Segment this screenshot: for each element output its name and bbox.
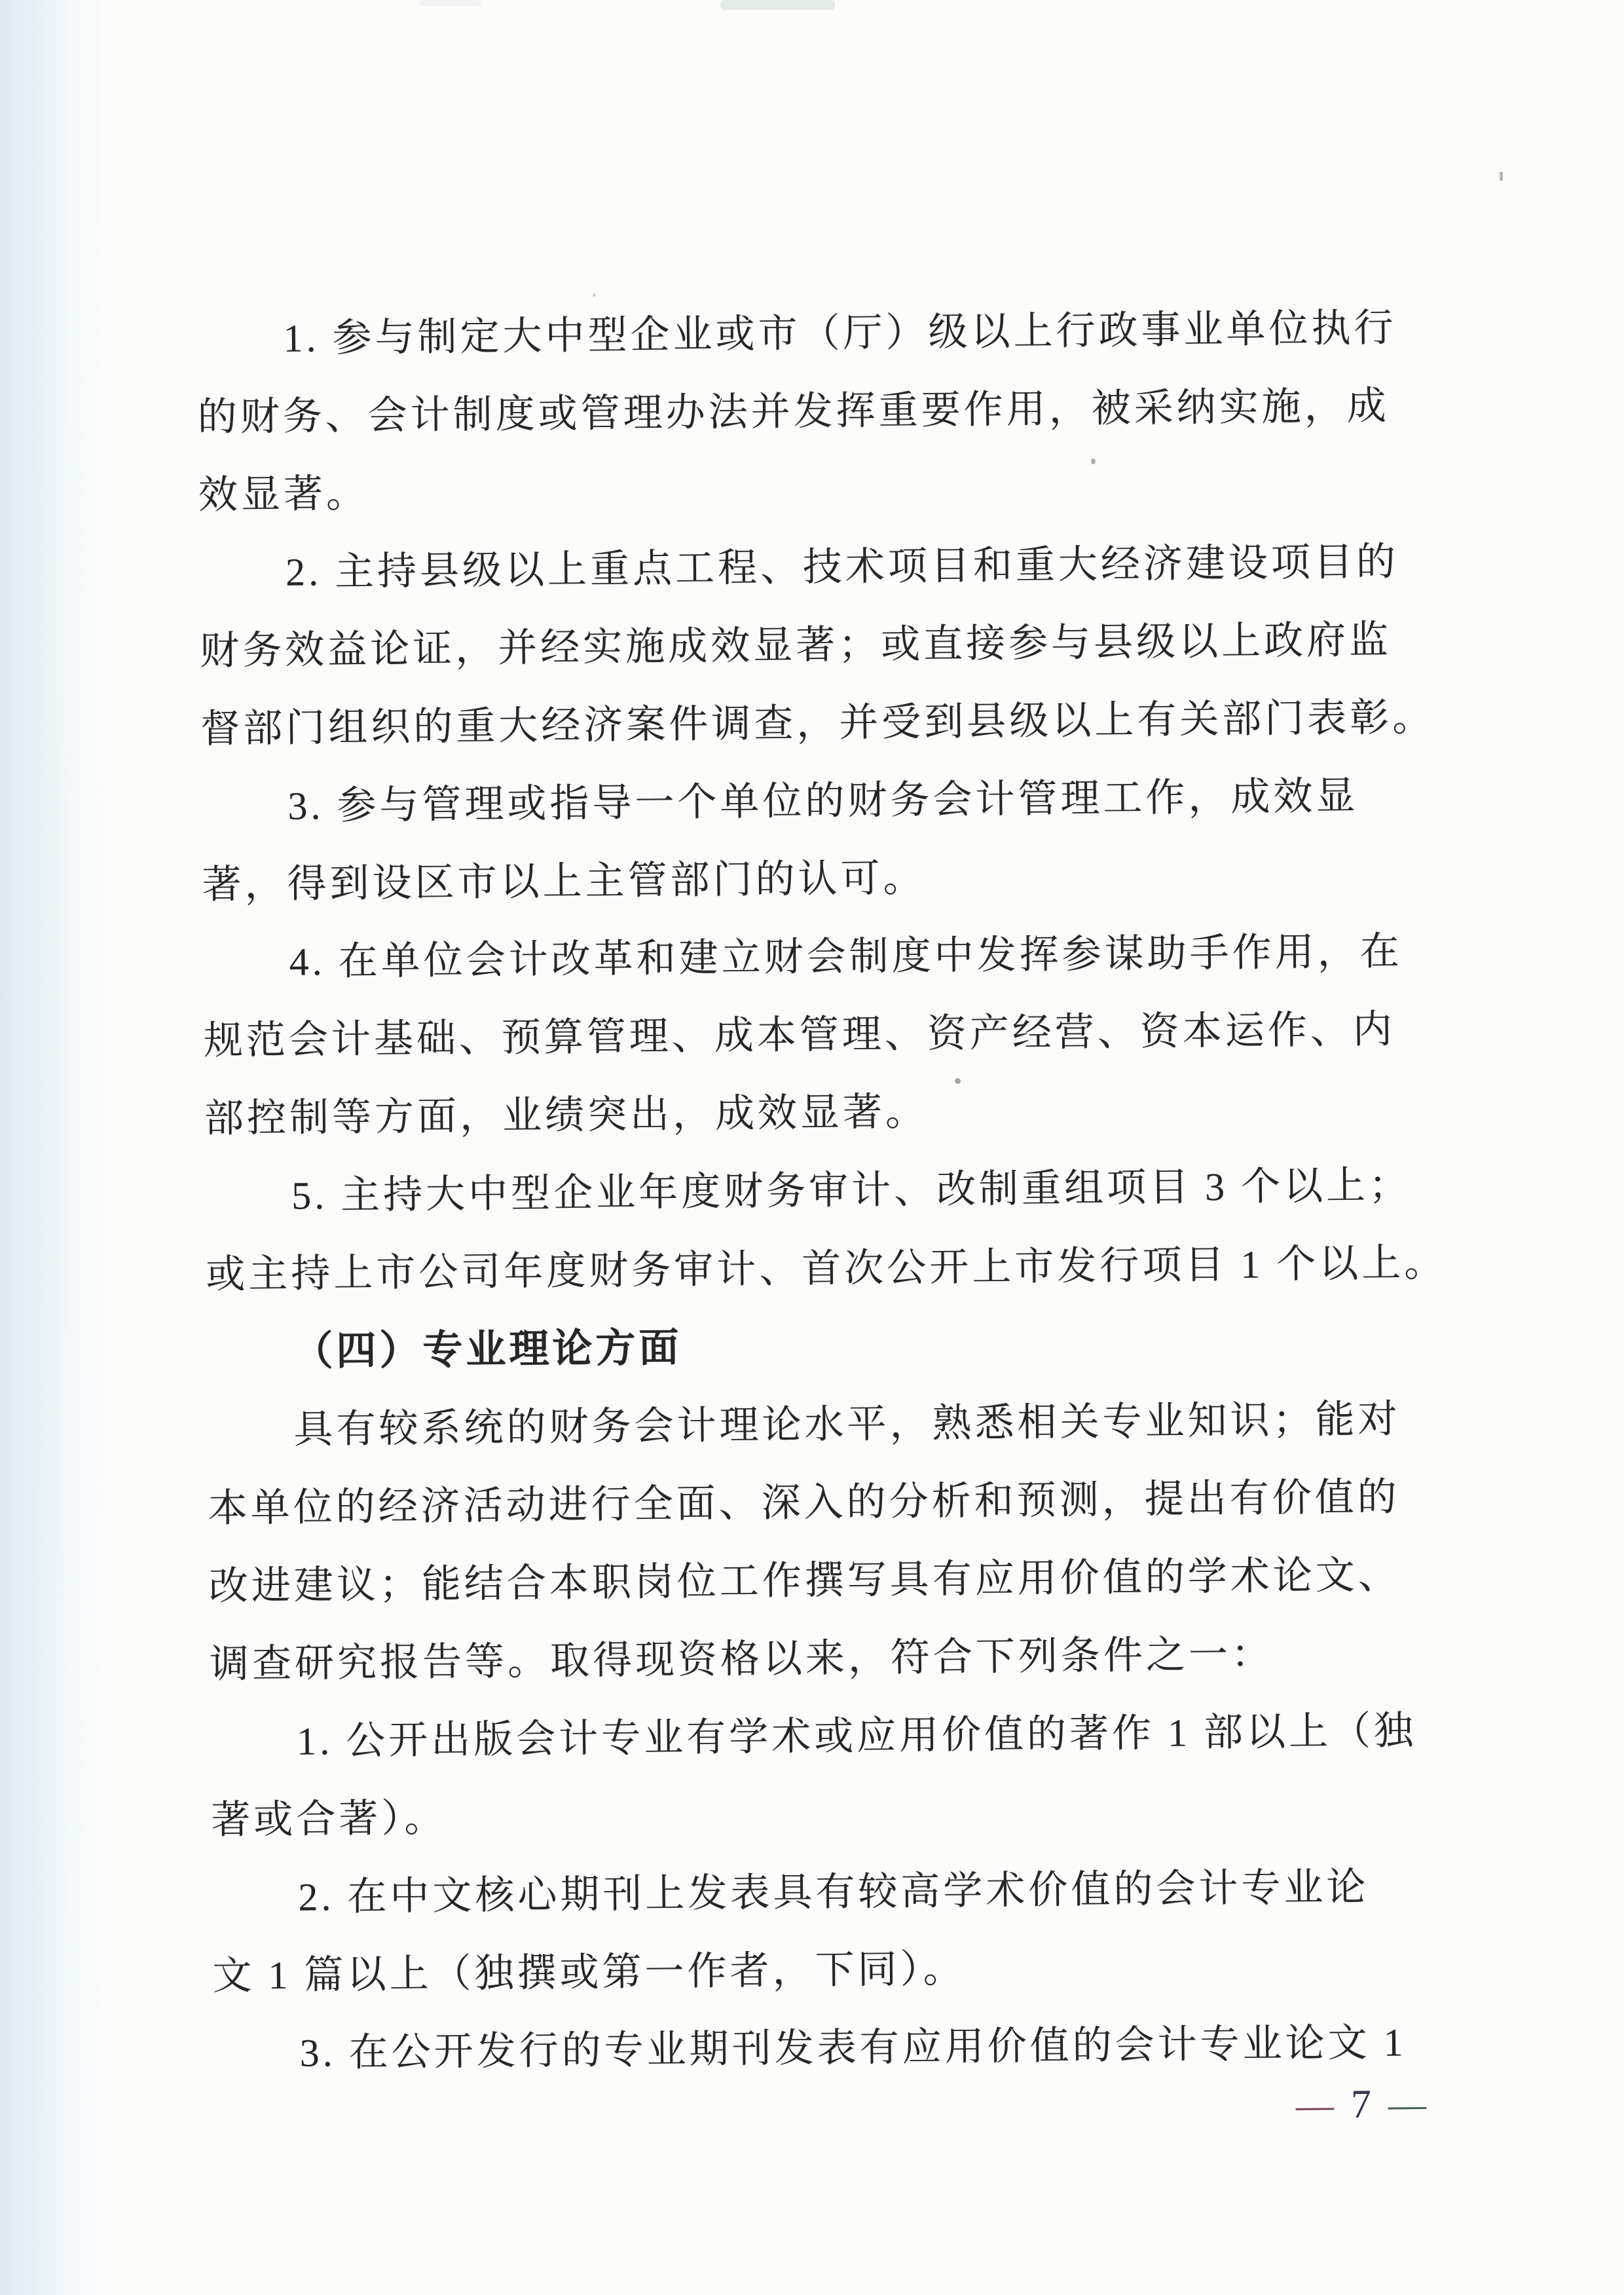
text-line: 1. 参与制定大中型企业或市（厅）级以上行政事业单位执行	[283, 306, 1397, 360]
page-number	[1296, 2081, 1427, 2129]
text-line: 2. 在中文核心期刊上发表具有较高学术价值的会计专业论	[298, 1865, 1369, 1919]
text-line: 改进建议；能结合本职岗位工作撰写具有应用价值的学术论文、	[208, 1553, 1401, 1608]
page-number-dash: —	[1388, 2083, 1427, 2126]
text-line: 文 1 篇以上（独撰或第一作者，下同）。	[212, 1947, 966, 1998]
text-line: 财务效益论证，并经实施成效显著；或直接参与县级以上政府监	[199, 618, 1392, 673]
text-line: 3. 参与管理或指导一个单位的财务会计管理工作，成效显	[287, 774, 1359, 828]
text-line: 调查研究报告等。取得现资格以来，符合下列条件之一：	[209, 1632, 1274, 1686]
text-line: 4. 在单位会计改革和建立财会制度中发挥参谋助手作用，在	[289, 929, 1403, 984]
text-line: 5. 主持大中型企业年度财务审计、改制重组项目 3 个以上；	[291, 1163, 1412, 1218]
text-line: 2. 主持县级以上重点工程、技术项目和重大经济建设项目的	[285, 540, 1399, 594]
text-line: 3. 在公开发行的专业期刊发表有应用价值的会计专业论文 1	[299, 2021, 1407, 2075]
text-line: 或主持上市公司年度财务审计、首次公开上市发行项目 1 个以上。	[206, 1241, 1447, 1297]
page-number-value: 7	[1350, 2081, 1372, 2127]
scan-speck	[1500, 172, 1503, 181]
text-line: 具有较系统的财务会计理论水平，熟悉相关专业知识；能对	[293, 1397, 1401, 1451]
text-line: 本单位的经济活动进行全面、深入的分析和预测，提出有价值的	[208, 1475, 1400, 1530]
scan-edge-shadow	[0, 0, 115, 2295]
text-line: 部控制等方面，业绩突出，成效显著。	[204, 1090, 929, 1141]
scan-smudge	[419, 0, 481, 6]
scan-speck	[1218, 2038, 1222, 2042]
text-line: 著或合著）。	[210, 1796, 447, 1842]
scan-speck	[593, 293, 596, 297]
scan-smudge	[720, 0, 835, 10]
text-line: 1. 公开出版会计专业有学术或应用价值的著作 1 部以上（独	[296, 1709, 1417, 1763]
scan-speck	[1091, 458, 1096, 464]
text-line: 效显著。	[198, 472, 369, 517]
text-line: 规范会计基础、预算管理、成本管理、资产经营、资本运作、内	[203, 1007, 1396, 1063]
text-block	[196, 289, 1451, 2093]
text-line: 著，得到设区市以上主管部门的认可。	[202, 856, 926, 907]
page-number-dash: —	[1295, 2083, 1335, 2127]
text-line: 督部门组织的重大经济案件调查，并受到县级以上有关部门表彰。	[200, 695, 1435, 751]
section-heading: （四）专业理论方面	[293, 1326, 682, 1374]
scan-speck	[955, 1078, 961, 1084]
text-line: 的财务、会计制度或管理办法并发挥重要作用，被采纳实施，成	[197, 384, 1390, 439]
